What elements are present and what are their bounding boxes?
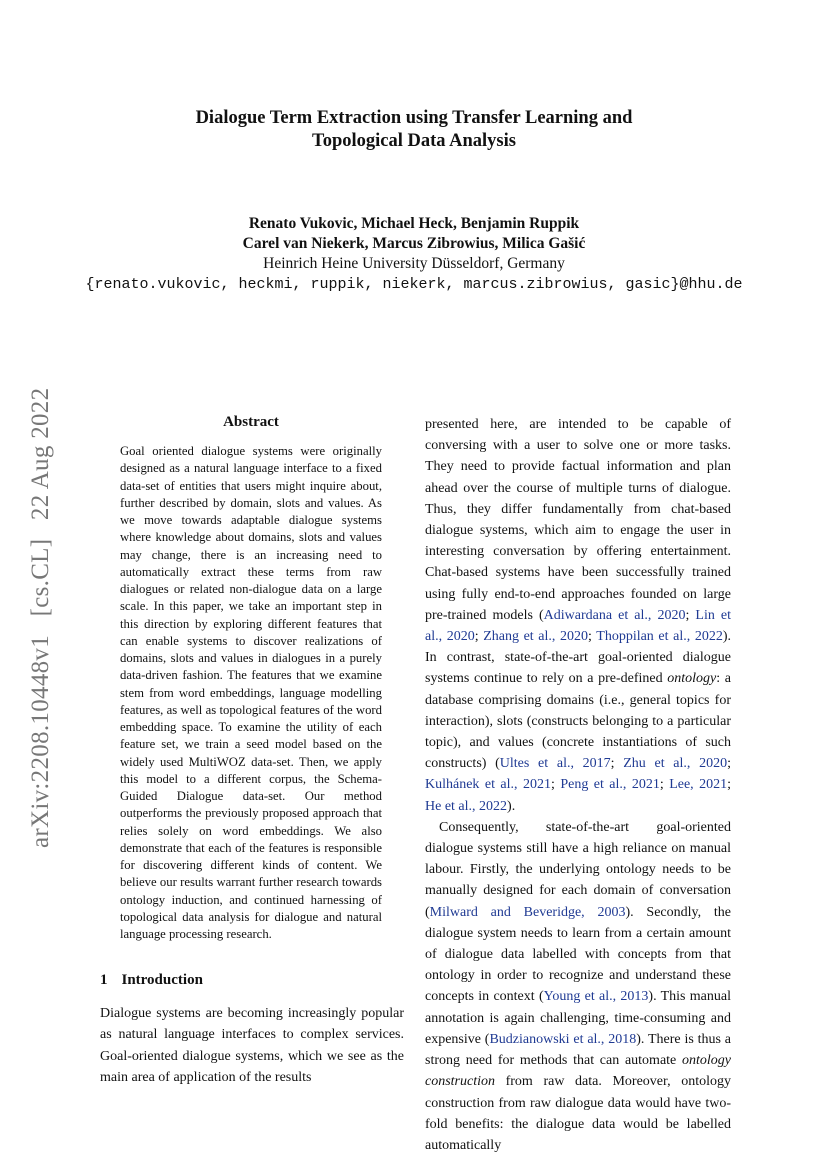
section-heading-introduction (100, 972, 203, 989)
author-names-line-1: Renato Vukovic, Michael Heck, Benjamin Ruppik (248, 215, 580, 232)
arxiv-category: [cs.CL] (27, 538, 54, 617)
paper-title-line-1: Dialogue Term Extraction using Transfer Learning and (195, 108, 633, 128)
arxiv-date: 22 Aug 2022 (27, 387, 54, 521)
citation-link[interactable]: Zhu et al., 2020 (623, 756, 728, 772)
citation-link[interactable]: Kulhánek et al., 2021 (425, 777, 551, 793)
citation-link[interactable]: Zhang et al., 2020 (483, 629, 589, 645)
citation-link[interactable]: Adiwardana et al., 2020 (543, 607, 686, 623)
author-block (40, 214, 788, 295)
introduction-paragraph-2: Consequently, state-of-the-art goal-oriented dialogue systems still have a high reliance on manual labour. Firstly, the underlying ontology needs to be manually designed for each domain of conversation (Milward and Beveridge, 2003). Secondly, the dialogue system needs to learn from a certain amount of dialogue data labelled with concepts from that ontology in order to recognize and understand these concepts in context (Young et al., 2013). This manual annotation is again challenging, time-consuming and expensive (Budzianowski et al., 2018). There is thus a strong need for methods that can automate ontology construction from raw data. Moreover, ontology construction from raw dialogue data would have two-fold benefits: the dialogue data would be labelled automatically (425, 819, 731, 1153)
citation-link[interactable]: Peng et al., 2021 (560, 777, 660, 793)
section-title: Introduction (121, 972, 203, 988)
emphasis-ontology-construction: ontology construction (425, 1053, 731, 1090)
citation-link[interactable]: He et al., 2022 (425, 798, 508, 814)
right-column (425, 414, 731, 1156)
paper-title (100, 107, 728, 153)
introduction-paragraph-1: presented here, are intended to be capable of conversing with a user to solve one or more tasks. They need to provide factual information and plan ahead over the course of multiple turns of dialogue. Thus, they differ fundamentally from chat-based dialogue systems, which aim to engage the user in interesting conversation by offering entertainment. Chat-based systems have been successfully trained using fully end-to-end approaches founded on large pre-trained models (Adiwardana et al., 2020; Lin et al., 2020; Zhang et al., 2020; Thoppilan et al., 2022). In contrast, state-of-the-art goal-oriented dialogue systems continue to rely on a pre-defined ontology: a database comprising domains (i.e., general topics for interaction), slots (constructs belonging to a particular topic), and values (concrete instantiations of such constructs) (Ultes et al., 2017; Zhu et al., 2020; Kulhánek et al., 2021; Peng et al., 2021; Lee, 2021; He et al., 2022). (425, 417, 732, 814)
citation-link[interactable]: Young et al., 2013 (543, 989, 649, 1005)
citation-link[interactable]: Milward and Beveridge, 2003 (429, 904, 626, 920)
author-emails: {renato.vukovic, heckmi, ruppik, niekerk, marcus.zibrowius, gasic}@hhu.de (85, 276, 743, 293)
arxiv-id: arXiv:2208.10448v1 (27, 634, 54, 848)
affiliation: Heinrich Heine University Düsseldorf, Germany (263, 255, 565, 272)
citation-link[interactable]: Budzianowski et al., 2018 (489, 1031, 637, 1047)
introduction-text-left: Dialogue systems are becoming increasingly popular as natural language interfaces to complex services. Goal-oriented dialogue systems, which we see as the main area of application of the results (100, 1006, 404, 1086)
citation-link[interactable]: Lin et al., 2020 (425, 607, 732, 645)
section-number: 1 (100, 972, 108, 988)
citation-link[interactable]: Thoppilan et al., 2022 (596, 629, 723, 645)
paper-title-line-2: Topological Data Analysis (312, 131, 516, 151)
abstract-heading: Abstract (223, 414, 279, 430)
citation-link[interactable]: Ultes et al., 2017 (499, 756, 611, 772)
author-names-line-2: Carel van Niekerk, Marcus Zibrowius, Milica Gašić (242, 235, 586, 252)
abstract-text: Goal oriented dialogue systems were originally designed as a natural language interface to a fixed data-set of entities that users might inquire about, further described by domain, slots and values. As we move towards adaptable dialogue systems where knowledge about domains, slots and values may change, there is an increasing need to automatically extract these terms from raw dialogues or related non-dialogue data on a large scale. In this paper, we take an important step in this direction by exploring different features that can enable systems to discover realizations of domains, slots and values in dialogues in a purely data-driven fashion. The features that we examine stem from word embeddings, language modelling features, as well as topological features of the word embedding space. To examine the utility of each feature set, we train a seed model based on the widely used MultiWOZ data-set. Then, we apply this model to a different corpus, the Schema-Guided Dialogue data-set. Our method outperforms the previously proposed approach that relies solely on word embeddings. We also demonstrate that each of the features is responsible for discovering different kinds of content. We believe our results warrant further research towards ontology induction, and continued harnessing of topological data analysis for dialogue and natural language processing research. (120, 444, 382, 941)
arxiv-stamp (27, 388, 55, 848)
citation-link[interactable]: Lee, 2021 (669, 777, 728, 793)
emphasis-ontology: ontology (667, 671, 717, 687)
